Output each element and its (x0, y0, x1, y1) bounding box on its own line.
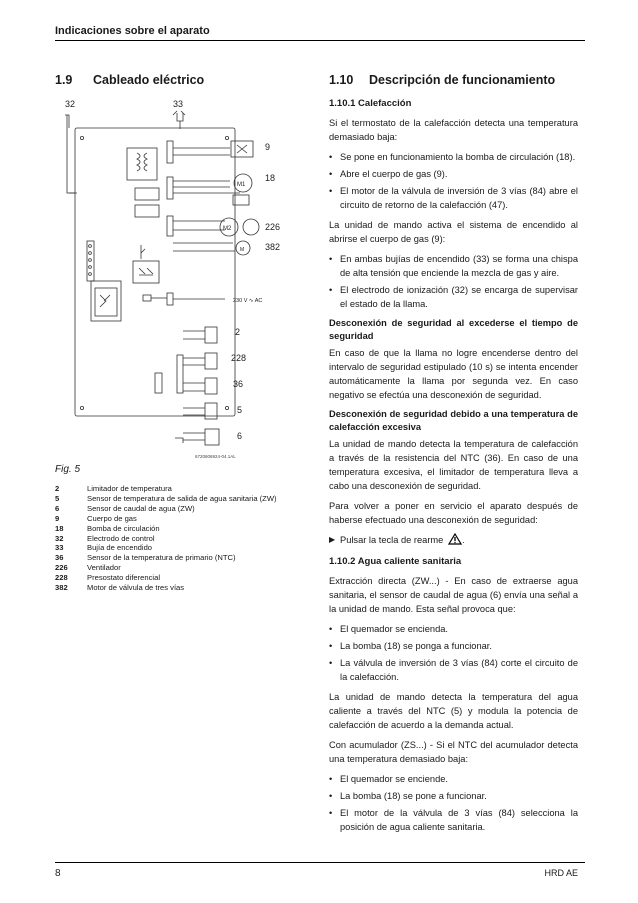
paragraph: La unidad de mando detecta la temperatura del agua caliente a través del NTC (5) y modula la potencia de calefacción de acuerdo a la demanda actual. (329, 692, 578, 730)
paragraph: Con acumulador (ZS...) - Si el NTC del acumulador detecta una temperatura demasiado baja: (329, 740, 578, 764)
instruction-end: . (461, 535, 465, 545)
label-5: 5 (237, 405, 243, 415)
flow-sensor-6 (205, 429, 219, 445)
label-226: 226 (265, 222, 281, 232)
dhw-ntc-5 (205, 403, 217, 419)
label-m2: M2 (223, 226, 232, 232)
ignition-electrode-33 (177, 113, 183, 121)
footer-divider (55, 862, 585, 863)
legend-item: 32 Electrodo de control (55, 533, 155, 543)
legend-item: 5 Sensor de temperatura de salida de agua sanitaria (ZW) (55, 493, 277, 503)
legend-item: 33 Bujía de encendido (55, 543, 153, 553)
list-item: • El electrodo de ionización (32) se encarga de supervisar el estado de la llama. (329, 283, 578, 311)
label-382: 382 (265, 242, 281, 252)
subsection-title-heating: 1.10.1 Calefacción (329, 98, 412, 109)
paragraph: La unidad de mando detecta la temperatura de calefacción a través de la resistencia del NTC (36). En caso de una temperatura excesiva, el limitador de temperatura lleva a cabo una desconexión de seguridad. (329, 439, 578, 491)
label-228: 228 (231, 353, 247, 363)
figure-legend (55, 484, 305, 593)
bullet-list (329, 622, 578, 684)
legend-item: 382 Motor de válvula de tres vías (55, 583, 185, 593)
legend-item: 18 Bomba de circulación (55, 523, 160, 533)
operation-description (329, 97, 578, 840)
list-item: • El motor de la válvula de inversión de 3 vías (84) abre el circuito de retorno de la calefacción (47). (329, 184, 578, 212)
page-number: 8 (55, 868, 61, 879)
running-header: Indicaciones sobre el aparato (55, 25, 210, 37)
paragraph: Si el termostato de la calefacción detecta una temperatura demasiado baja: (329, 118, 578, 142)
differential-pressure-switch-228 (205, 353, 217, 369)
list-item: • El quemador se enciende. (329, 772, 578, 786)
list-item: • El motor de la válvula de 3 vías (84) selecciona la posición de agua caliente sanitaria. (329, 806, 578, 834)
wiring-diagram (55, 93, 295, 463)
label-36: 36 (233, 379, 244, 389)
legend-item: 226 Ventilador (55, 563, 121, 573)
section-title-operation (329, 73, 555, 87)
legend-item: 228 Presostato diferencial (55, 573, 161, 583)
label-6: 6 (237, 431, 243, 441)
bullet-list (329, 772, 578, 834)
list-item: • La bomba (18) se ponga a funcionar. (329, 639, 578, 653)
section-title-wiring (55, 73, 204, 87)
document-code: HRD AE (544, 868, 578, 878)
section-title-text: Cableado eléctrico (93, 73, 205, 87)
section-number: 1.10 (329, 73, 354, 87)
primary-ntc-36 (205, 378, 217, 394)
legend-item: 9 Cuerpo de gas (55, 513, 137, 523)
legend-item: 6 Sensor de caudal de agua (ZW) (55, 503, 195, 513)
bullet-list (329, 252, 578, 311)
subsection-title-dhw: 1.10.2 Agua caliente sanitaria (329, 556, 462, 567)
label-2: 2 (235, 327, 241, 337)
arrow-icon: ▶ (329, 535, 336, 544)
label-power: 230 V ∿ AC (233, 298, 263, 304)
temperature-limiter-2 (205, 327, 217, 343)
list-item: • Abre el cuerpo de gas (9). (329, 167, 578, 181)
figure-code: 6720606924-04.1AL (195, 454, 236, 459)
paragraph: La unidad de mando activa el sistema de encendido al abrirse el cuerpo de gas (9): (329, 220, 578, 244)
heading-safety-overtemp: Desconexión de seguridad debido a una temperatura de calefacción excesiva (329, 409, 578, 432)
instruction-text: Pulsar la tecla de rearme (340, 535, 444, 545)
paragraph: Para volver a poner en servicio el aparato después de haberse efectuado una desconexión de seguridad: (329, 501, 578, 525)
list-item: • La válvula de inversión de 3 vías (84) corte el circuito de la calefacción. (329, 656, 578, 684)
label-m: M (240, 247, 245, 253)
legend-item: 36 Sensor de la temperatura de primario (NTC) (55, 553, 236, 563)
paragraph: Extracción directa (ZW...) - En caso de extraerse agua sanitaria, el sensor de caudal de agua (6) envía una señal a la unidad de mando. Esta señal provoca que: (329, 576, 578, 614)
label-9: 9 (265, 142, 271, 152)
legend-item: 2 Limitador de temperatura (55, 484, 172, 493)
label-18: 18 (265, 173, 276, 183)
label-32: 32 (65, 99, 76, 109)
list-item: • En ambas bujías de encendido (33) se forma una chispa de alta tensión que enciende la mezcla de gas y aire. (329, 252, 578, 280)
paragraph: En caso de que la llama no logre encenderse dentro del intervalo de seguridad estipulado (10 s) se intenta encender automáticamente la llama por segunda vez. En caso negativo se efectúa una desconexión de seguridad. (329, 348, 578, 400)
header-divider (55, 40, 585, 41)
section-title-text: Descripción de funcionamiento (369, 73, 556, 87)
label-m1: M1 (237, 182, 246, 188)
control-electrode-32 (65, 115, 69, 128)
bullet-list (329, 150, 578, 212)
figure-caption: Fig. 5 (55, 464, 81, 475)
list-item: • El quemador se encienda. (329, 622, 578, 636)
reset-warning-icon (448, 533, 462, 545)
section-number: 1.9 (55, 73, 73, 87)
list-item: • Se pone en funcionamiento la bomba de circulación (18). (329, 150, 578, 164)
heading-safety-timeout: Desconexión de seguridad al excederse el tiempo de seguridad (329, 318, 578, 341)
label-33: 33 (173, 99, 184, 109)
instruction-step (329, 533, 578, 547)
list-item: • La bomba (18) se pone a funcionar. (329, 789, 578, 803)
